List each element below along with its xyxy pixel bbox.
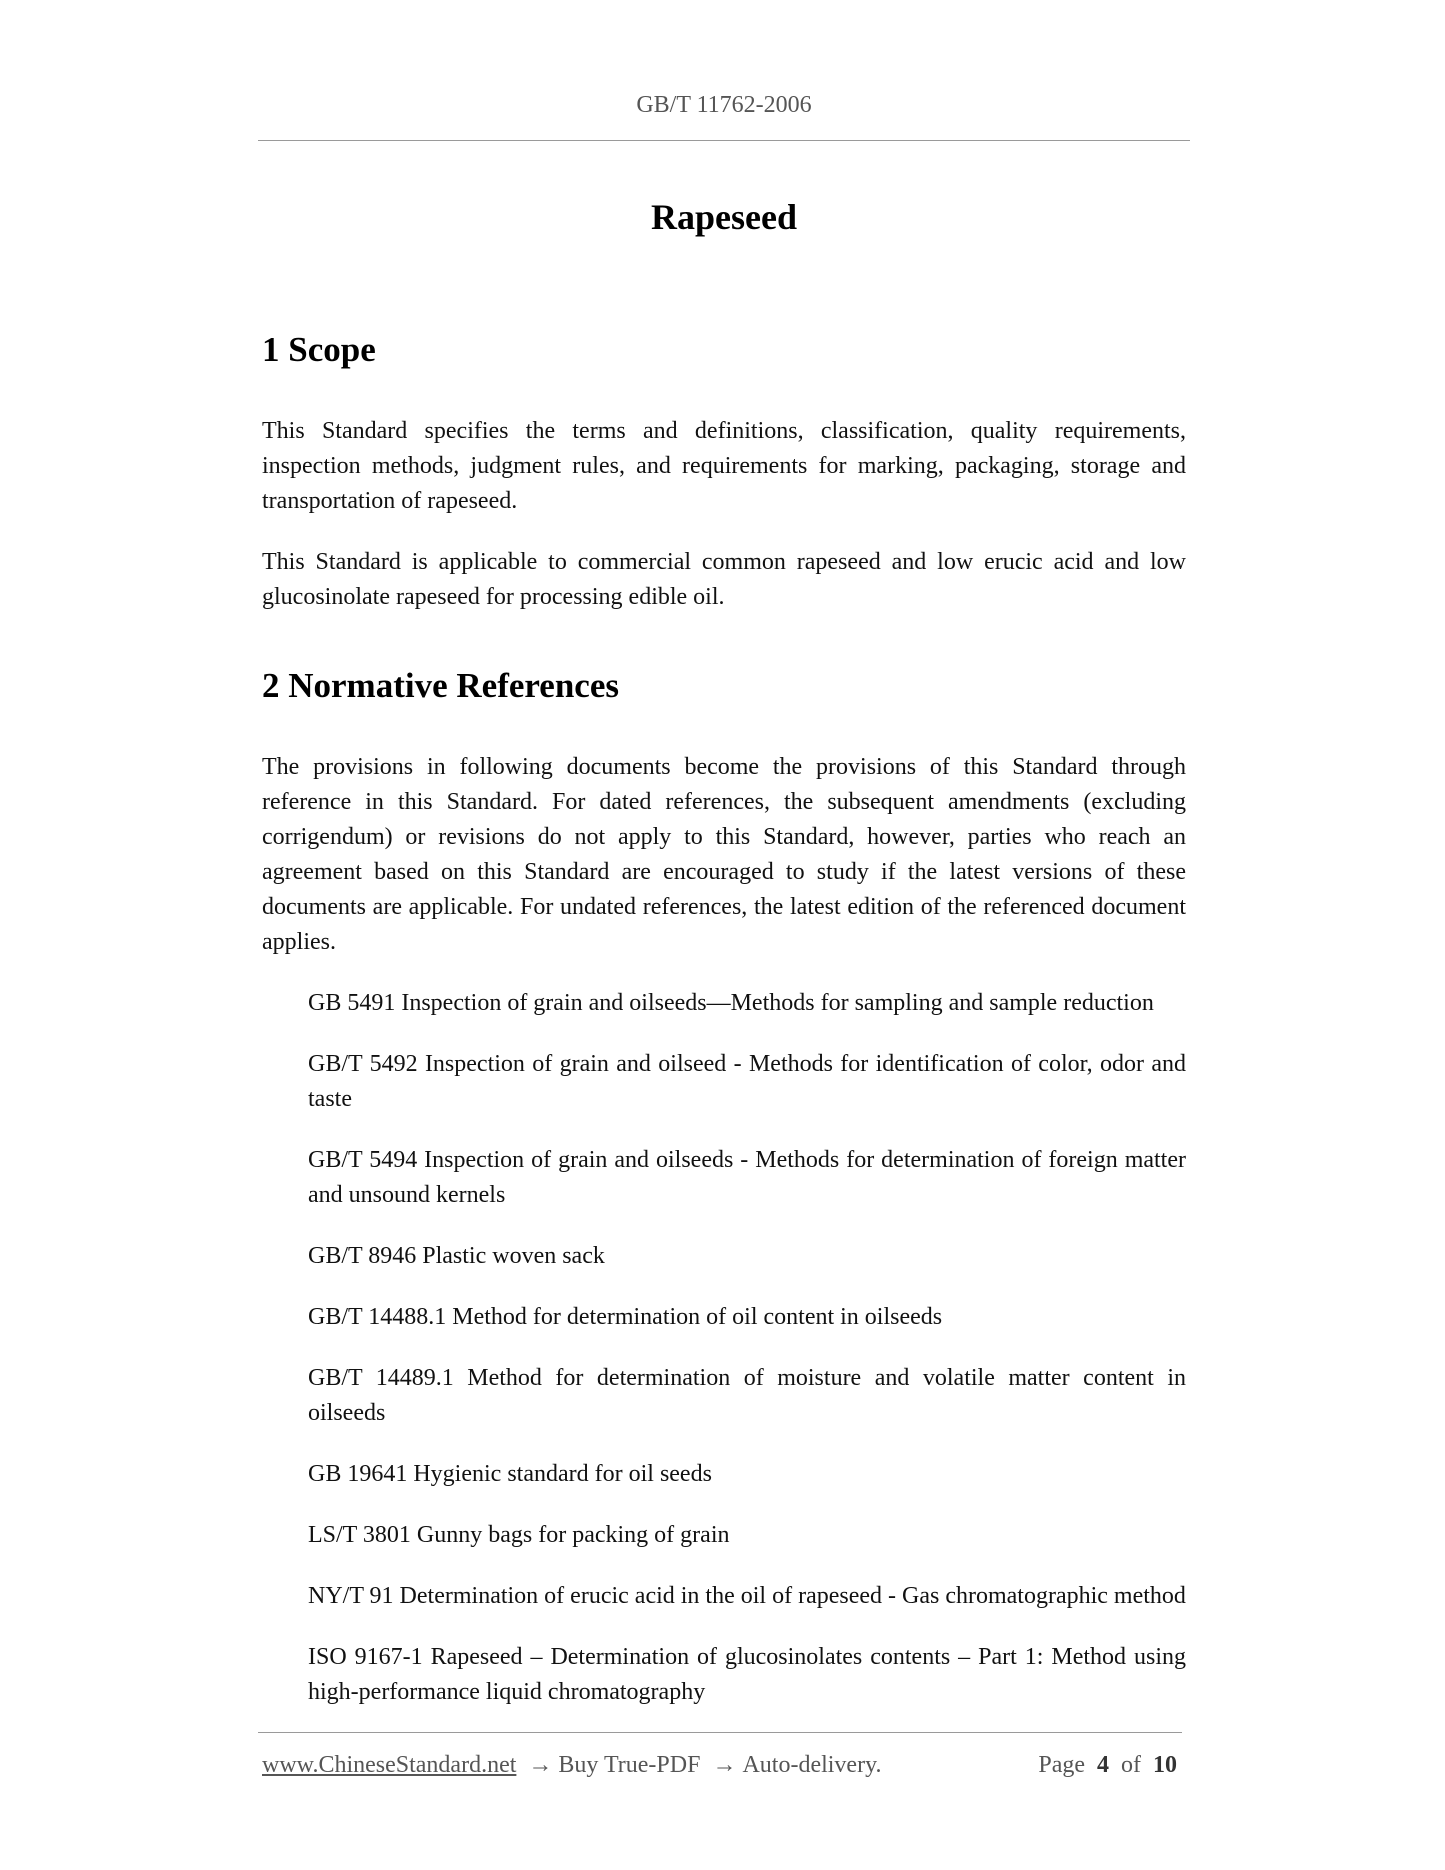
reference-item: GB 5491 Inspection of grain and oilseeds—Methods for sampling and sample reduction xyxy=(308,990,1154,1016)
auto-delivery-text: Auto-delivery. xyxy=(742,1752,882,1778)
reference-item: GB 19641 Hygienic standard for oil seeds xyxy=(308,1461,712,1487)
reference-item: NY/T 91 Determination of erucic acid in the oil of rapeseed - Gas chromatographic method xyxy=(308,1583,1186,1609)
reference-item: GB/T 14488.1 Method for determination of oil content in oilseeds xyxy=(308,1304,943,1330)
reference-item: GB/T 14489.1 Method for determination of moisture and volatile matter content in oilseeds xyxy=(308,1365,1186,1426)
reference-item: GB/T 5494 Inspection of grain and oilseeds - Methods for determination of foreign matter and unsound kernels xyxy=(308,1147,1186,1208)
page-number xyxy=(1038,1752,1177,1779)
references-intro-paragraph: The provisions in following documents become the provisions of this Standard through reference in this Standard. For dated references, the subsequent amendments (excluding corrigendum) or revisions do not apply to this Standard, however, parties who reach an agreement based on this Standard are encouraged to study if the latest versions of these documents are applicable. For undated references, the latest edition of the referenced document applies. xyxy=(262,754,1186,955)
scope-paragraph-1: This Standard specifies the terms and definitions, classification, quality requirements, inspection methods, judgment rules, and requirements for marking, packaging, storage and transportation of rapeseed. xyxy=(262,418,1186,514)
running-header: GB/T 11762-2006 xyxy=(636,92,812,118)
buy-true-pdf-text: Buy True-PDF xyxy=(558,1752,701,1778)
site-link[interactable]: www.ChineseStandard.net xyxy=(262,1752,517,1778)
page-total: 10 xyxy=(1153,1752,1177,1778)
header-divider xyxy=(258,140,1190,141)
scope-paragraph-2: This Standard is applicable to commercial common rapeseed and low erucic acid and low glucosinolate rapeseed for processing edible oil. xyxy=(262,549,1186,610)
arrow-right-icon: → xyxy=(712,1752,737,1778)
footer-divider xyxy=(258,1732,1182,1733)
page-current: 4 xyxy=(1097,1752,1109,1778)
page-of-label: of xyxy=(1121,1752,1141,1778)
reference-item: GB/T 5492 Inspection of grain and oilseed - Methods for identification of color, odor and taste xyxy=(308,1051,1186,1112)
reference-item: GB/T 8946 Plastic woven sack xyxy=(308,1243,605,1269)
arrow-right-icon: → xyxy=(528,1752,553,1778)
reference-item: LS/T 3801 Gunny bags for packing of grain xyxy=(308,1522,730,1548)
page-label: Page xyxy=(1038,1752,1085,1778)
footer-promo xyxy=(262,1752,882,1779)
document-title: Rapeseed xyxy=(651,197,797,237)
reference-item: ISO 9167-1 Rapeseed – Determination of glucosinolates contents – Part 1: Method using high-performance liquid chromatography xyxy=(308,1644,1186,1705)
section-heading-normative-references: 2 Normative References xyxy=(262,666,619,705)
section-heading-scope: 1 Scope xyxy=(262,330,376,369)
